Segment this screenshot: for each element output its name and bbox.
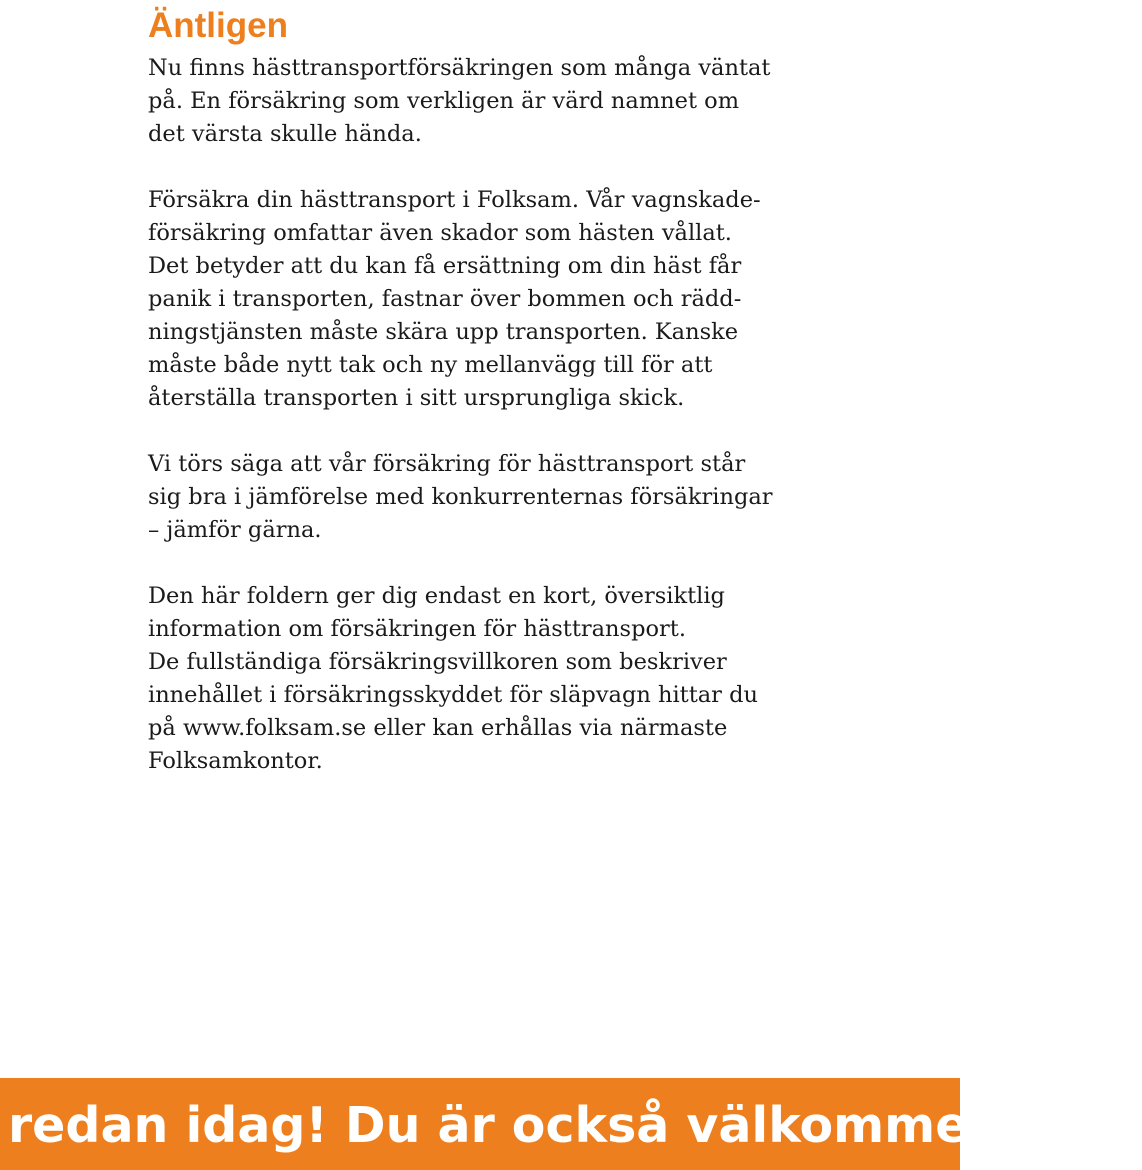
text-line: Nu finns hästtransportförsäkringen som många väntat [148, 55, 771, 81]
text-line: Folksamkontor. [148, 748, 323, 774]
bottom-banner [0, 1078, 1142, 1170]
text-line: Vi törs säga att vår försäkring för hästtransport står [148, 451, 746, 477]
text-line: – jämför gärna. [148, 517, 322, 543]
text-line: Det betyder att du kan få ersättning om din häst får [148, 253, 742, 279]
paragraph-intro [148, 52, 848, 151]
text-line: på. En försäkring som verkligen är värd namnet om [148, 88, 740, 114]
paragraph-comparison [148, 448, 848, 547]
paragraph-coverage [148, 184, 848, 415]
text-line: återställa transporten i sitt ursprungliga skick. [148, 385, 685, 411]
text-line: sig bra i jämförelse med konkurrenternas försäkringar [148, 484, 773, 510]
text-line: Den här foldern ger dig endast en kort, översiktlig [148, 583, 725, 609]
page-heading: Äntligen [148, 6, 288, 45]
text-line: det värsta skulle hända. [148, 121, 422, 147]
text-line: innehållet i försäkringsskyddet för släpvagn hittar du [148, 682, 758, 708]
text-line: panik i transporten, fastnar över bommen och rädd- [148, 286, 742, 312]
paragraph-terms [148, 580, 848, 778]
text-line: på www.folksam.se eller kan erhållas via närmaste [148, 715, 728, 741]
banner-text: redan idag! Du är också välkommen att r [8, 1097, 1142, 1154]
text-line: De fullständiga försäkringsvillkoren som beskriver [148, 649, 727, 675]
text-line: försäkring omfattar även skador som hästen vållat. [148, 220, 732, 246]
body-text [148, 52, 848, 811]
text-line: Försäkra din hästtransport i Folksam. Vår vagnskade- [148, 187, 761, 213]
text-line: ningstjänsten måste skära upp transporten. Kanske [148, 319, 739, 345]
text-line: måste både nytt tak och ny mellanvägg till för att [148, 352, 713, 378]
text-line: information om försäkringen för hästtransport. [148, 616, 686, 642]
